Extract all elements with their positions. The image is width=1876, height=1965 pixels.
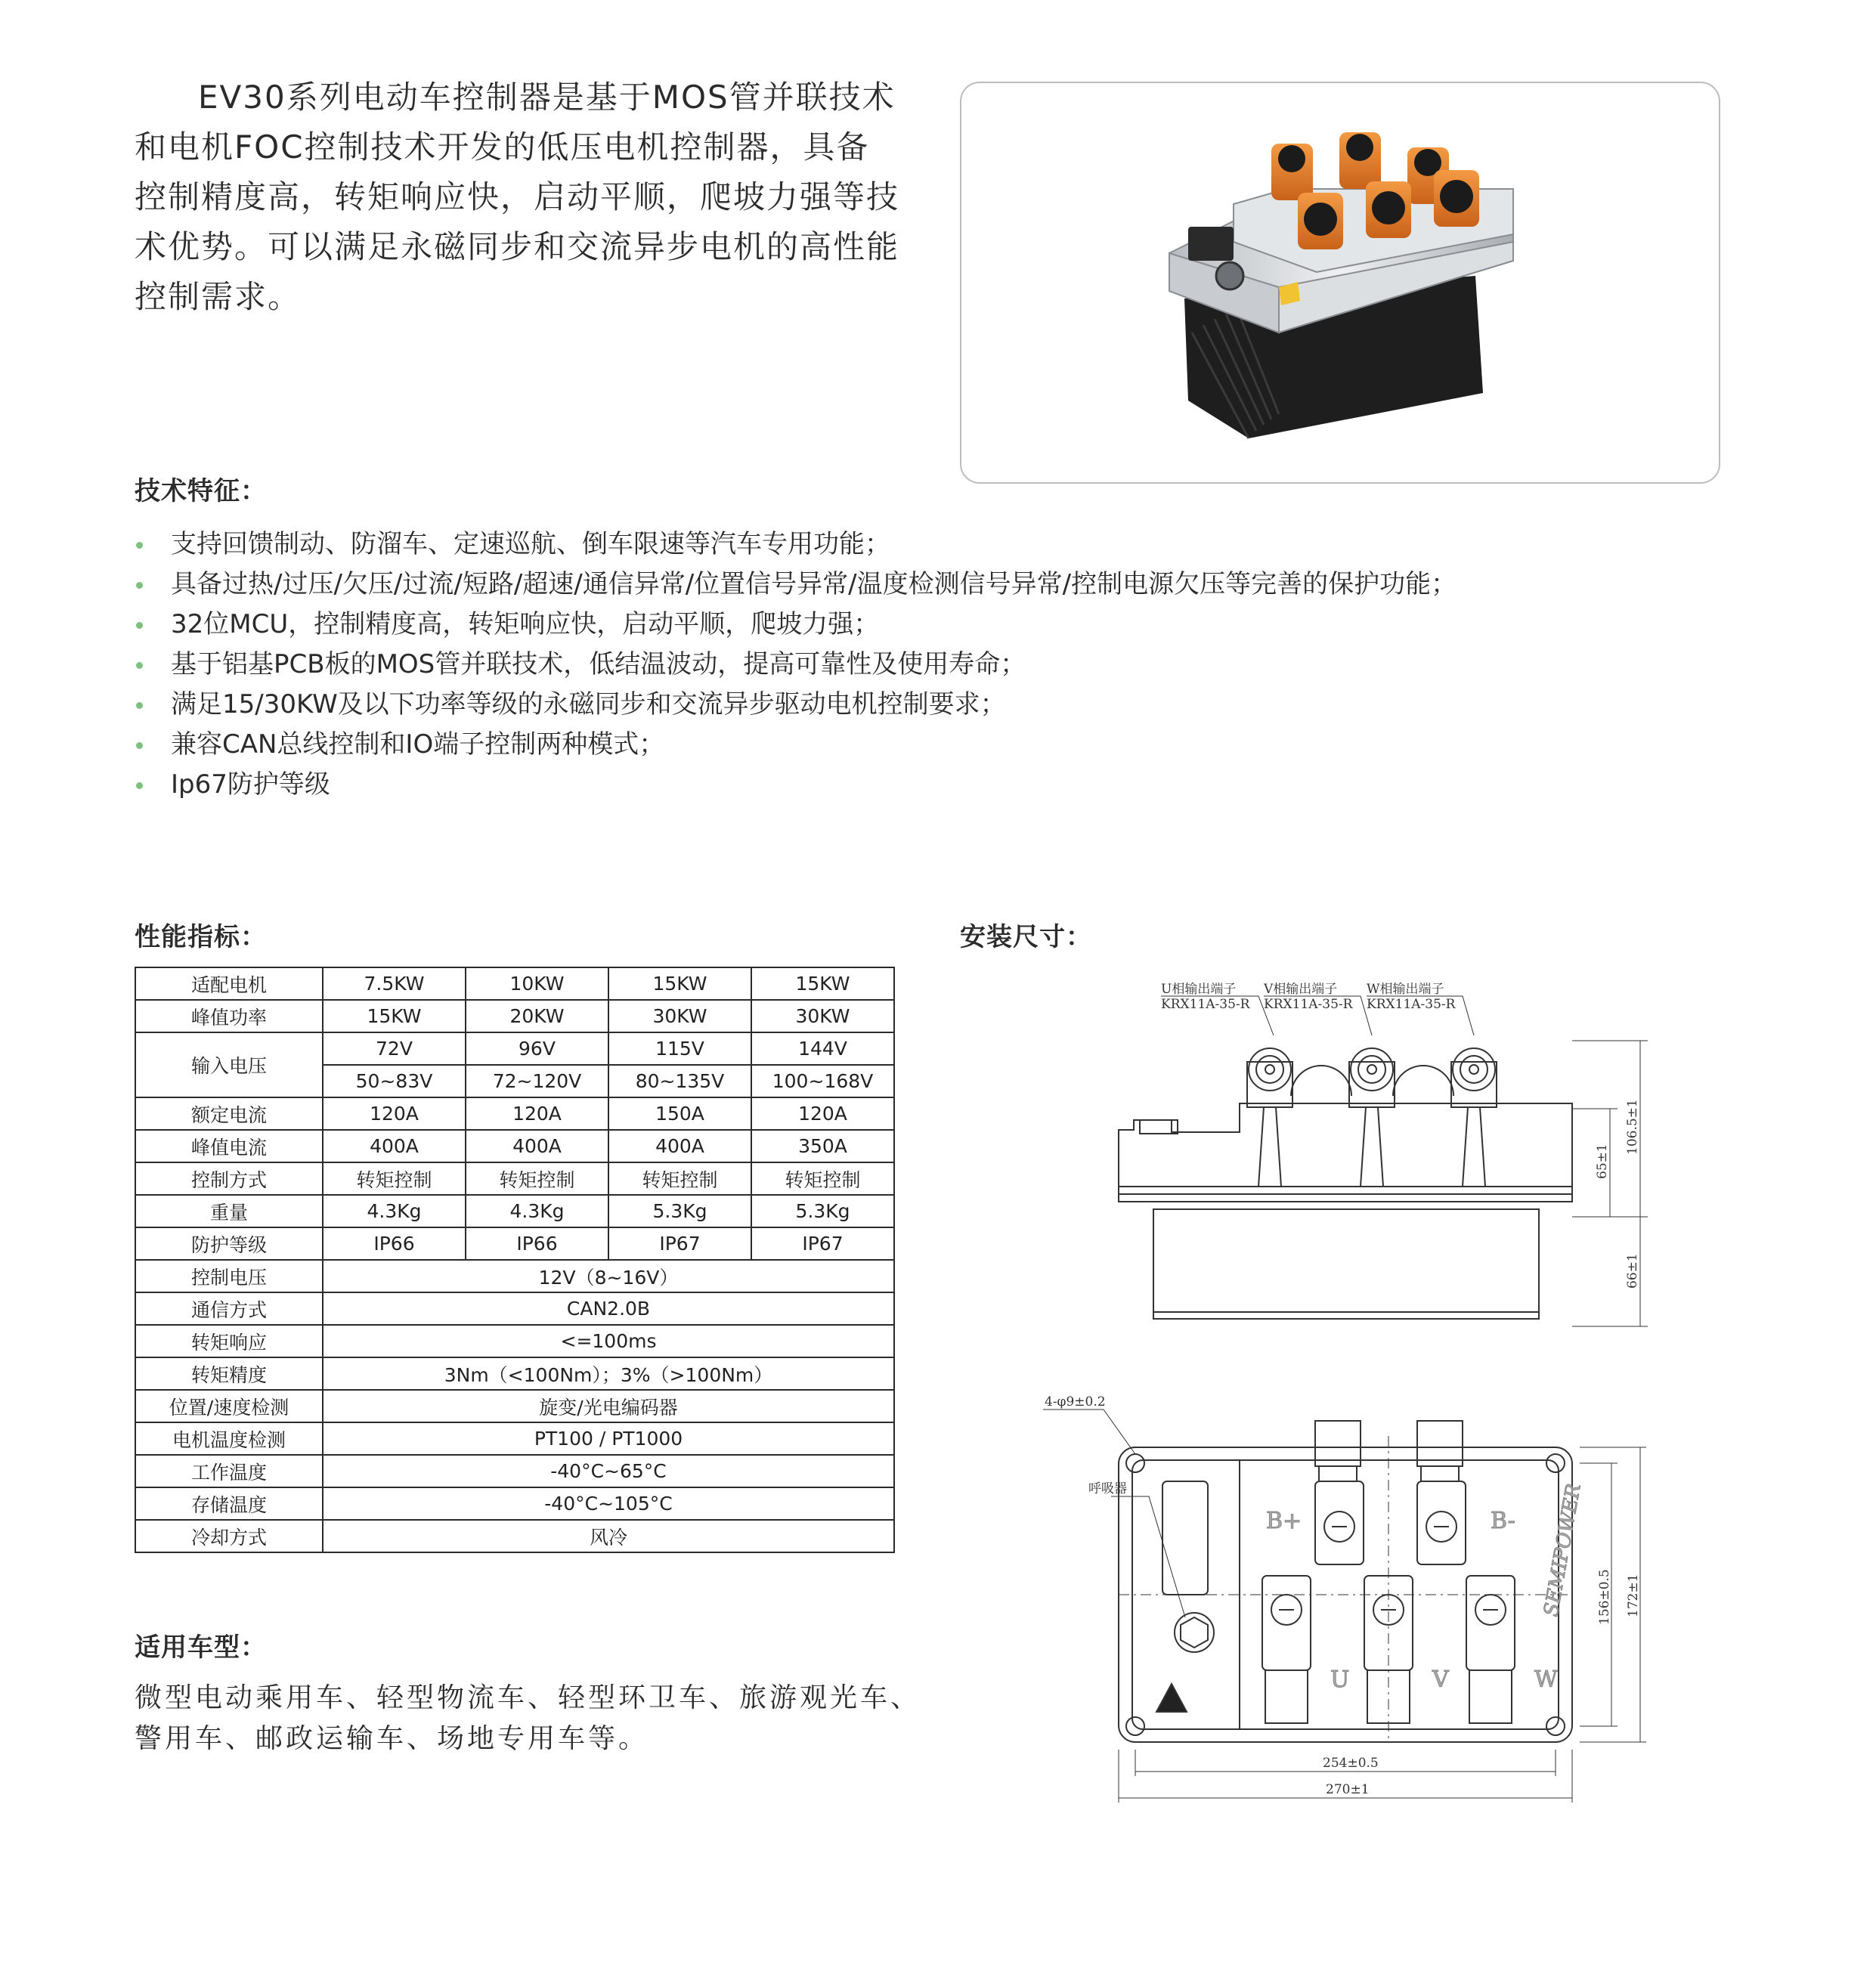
dim-height-total: 106.5±1: [1625, 1099, 1640, 1155]
row-label: 转矩响应: [135, 1325, 323, 1357]
dim-height-lower: 66±1: [1625, 1253, 1640, 1289]
table-row: 控制方式 转矩控制 转矩控制 转矩控制 转矩控制: [135, 1162, 894, 1195]
spec-table: [135, 967, 895, 1553]
list-item: 具备过热/过压/欠压/过流/短路/超速/通信异常/位置信号异常/温度检测信号异常/控制电源欠压等完善的保护功能；: [135, 565, 1495, 605]
row-label: 通信方式: [135, 1292, 323, 1325]
dimensions-title: 安装尺寸：: [960, 922, 1092, 952]
brand-logo: SEMIPOWER: [1540, 1481, 1586, 1619]
v-term-label: V相输出端子: [1264, 982, 1338, 997]
list-item: Ip67防护等级: [135, 765, 1495, 805]
holes-label: 4-φ9±0.2: [1045, 1394, 1106, 1410]
dim-172: 172±1: [1626, 1574, 1641, 1617]
bplus-label: B+: [1266, 1508, 1302, 1534]
table-row: 峰值电流 400A 400A 400A 350A: [135, 1130, 894, 1162]
vehicles-text: 微型电动乘用车、轻型物流车、轻型环卫车、旅游观光车、警用车、邮政运输车、场地专用车等。: [135, 1682, 921, 1754]
intro-paragraph: EV30系列电动车控制器是基于MOS管并联技术和电机FOC控制技术开发的低压电机控制器，具备控制精度高，转矩响应快，启动平顺，爬坡力强等技术优势。可以满足永磁同步和交流异步电机的高性能控制需求。: [135, 79, 900, 315]
row-label: 冷却方式: [135, 1520, 323, 1552]
list-item: 满足15/30KW及以下功率等级的永磁同步和交流异步驱动电机控制要求；: [135, 685, 1495, 725]
table-row: 电机温度检测 PT100 / PT1000: [135, 1422, 894, 1455]
row-label: 工作温度: [135, 1455, 323, 1487]
row-label: 重量: [135, 1195, 323, 1227]
table-row: 转矩响应 <=100ms: [135, 1325, 894, 1357]
w-term-part: KRX11A-35-R: [1367, 997, 1456, 1012]
bminus-label: B-: [1491, 1508, 1515, 1534]
v-label: V: [1432, 1666, 1449, 1693]
specs-title: 性能指标：: [135, 922, 267, 952]
dim-height-upper: 65±1: [1595, 1143, 1610, 1179]
bullet-icon: [136, 782, 143, 789]
bullet-icon: [136, 702, 143, 709]
breather-label: 呼吸器: [1088, 1481, 1127, 1496]
row-label: 额定电流: [135, 1097, 323, 1130]
bullet-icon: [136, 662, 143, 669]
list-item: 基于铝基PCB板的MOS管并联技术，低结温波动，提高可靠性及使用寿命；: [135, 645, 1495, 685]
list-item: 兼容CAN总线控制和IO端子控制两种模式；: [135, 725, 1495, 765]
side-view-drawing: [1088, 982, 1663, 1330]
table-row: 峰值功率 15KW 20KW 30KW 30KW: [135, 1000, 894, 1032]
bullet-icon: [136, 622, 143, 629]
row-label: 位置/速度检测: [135, 1390, 323, 1422]
row-label: 转矩精度: [135, 1357, 323, 1390]
bullet-icon: [136, 582, 143, 589]
u-label: U: [1330, 1666, 1350, 1693]
row-label: 存储温度: [135, 1487, 323, 1520]
list-item: 32位MCU，控制精度高，转矩响应快，启动平顺，爬坡力强；: [135, 605, 1495, 645]
row-label: 适配电机: [135, 967, 323, 1000]
w-label: W: [1534, 1666, 1558, 1693]
table-row: 输入电压 72V 96V 115V 144V: [135, 1032, 894, 1065]
list-item: 支持回馈制动、防溜车、定速巡航、倒车限速等汽车专用功能；: [135, 525, 1495, 565]
vehicles-title: 适用车型：: [135, 1632, 267, 1663]
dim-270: 270±1: [1326, 1782, 1370, 1797]
top-view-drawing: [1036, 1391, 1670, 1814]
table-row: 通信方式 CAN2.0B: [135, 1292, 894, 1325]
row-label: 电机温度检测: [135, 1422, 323, 1455]
table-row: 50~83V 72~120V 80~135V 100~168V: [135, 1065, 894, 1097]
dim-156: 156±0.5: [1597, 1569, 1612, 1625]
table-row: 位置/速度检测 旋变/光电编码器: [135, 1390, 894, 1422]
features-title: 技术特征：: [135, 476, 267, 506]
table-row: 转矩精度 3Nm（<100Nm）；3%（>100Nm）: [135, 1357, 894, 1390]
product-photo-frame: [960, 82, 1720, 484]
table-row: 存储温度 -40°C~105°C: [135, 1487, 894, 1520]
row-label: 防护等级: [135, 1227, 323, 1260]
row-label: 输入电压: [135, 1032, 323, 1097]
w-term-label: W相输出端子: [1367, 982, 1444, 997]
u-term-label: U相输出端子: [1161, 982, 1237, 997]
row-label: 峰值电流: [135, 1130, 323, 1162]
table-row: 防护等级 IP66 IP66 IP67 IP67: [135, 1227, 894, 1260]
row-label: 控制方式: [135, 1162, 323, 1195]
table-row: 冷却方式 风冷: [135, 1520, 894, 1552]
features-list: [135, 525, 1495, 805]
table-row: 工作温度 -40°C~65°C: [135, 1455, 894, 1487]
row-label: 控制电压: [135, 1260, 323, 1292]
product-photo: [961, 83, 1719, 482]
table-row: 额定电流 120A 120A 150A 120A: [135, 1097, 894, 1130]
u-term-part: KRX11A-35-R: [1161, 997, 1250, 1012]
bullet-icon: [136, 742, 143, 749]
table-row: 控制电压 12V（8~16V）: [135, 1260, 894, 1292]
table-row: 适配电机 7.5KW 10KW 15KW 15KW: [135, 967, 894, 1000]
v-term-part: KRX11A-35-R: [1264, 997, 1353, 1012]
bullet-icon: [136, 542, 143, 549]
dim-254: 254±0.5: [1323, 1756, 1379, 1771]
table-row: 重量 4.3Kg 4.3Kg 5.3Kg 5.3Kg: [135, 1195, 894, 1227]
row-label: 峰值功率: [135, 1000, 323, 1032]
